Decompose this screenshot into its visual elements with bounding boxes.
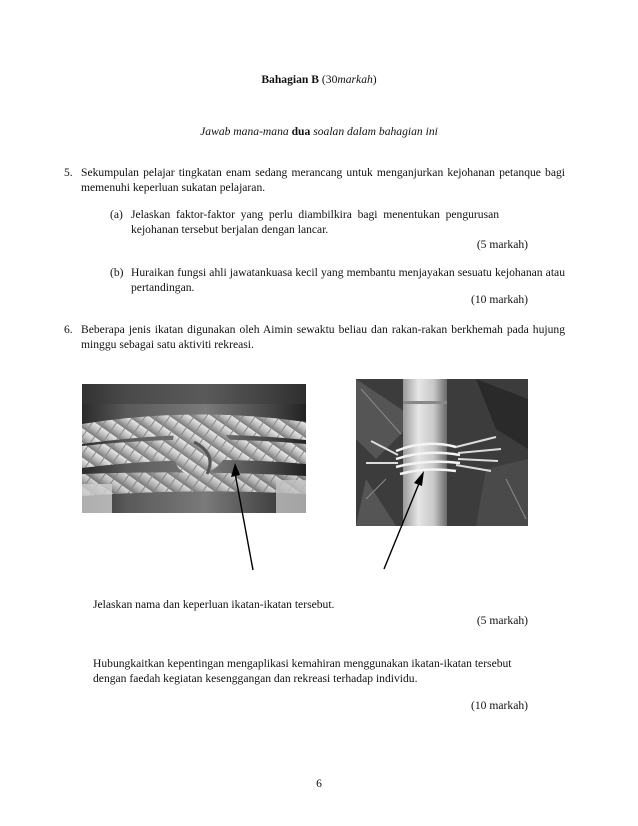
section-marks-open: (30 [321,73,338,86]
page-number: 6 [316,777,322,790]
question-5-text: Sekumpulan pelajar tingkatan enam sedang merancang untuk menganjurkan kejohanan petanque bagi memenuhi keperluan sukatan pelajaran. [81,166,565,194]
question-5b-text: Huraikan fungsi ahli jawatankuasa kecil yang membantu menjayakan sesuatu kejohanan atau pertandingan. [131,266,565,294]
rope-knot-illustration [82,384,306,513]
instruction-bold: dua [291,125,311,138]
instruction-pre: Jawab mana-mana [200,125,289,138]
section-marks-word: markah [337,73,373,86]
question-6-part2-marks: (10 markah) [471,699,528,712]
question-5a-marks: (5 markah) [476,238,528,251]
rope-knot-photo [82,384,306,513]
section-title: Bahagian B [261,73,319,86]
section-marks-close: ) [372,73,377,86]
question-6-part1-text: Jelaskan nama dan keperluan ikatan-ikatan tersebut. [93,598,335,611]
section-heading [0,72,638,87]
question-5a-label: (a) [110,208,123,221]
arrow-to-rope-knot [225,455,265,575]
question-6-text: Beberapa jenis ikatan digunakan oleh Aimin sewaktu beliau dan rakan-rakan berkhemah pada hujung minggu sebagai satu aktiviti rekreasi. [81,323,565,351]
question-6-part2-line2: dengan faedah kegiatan kesenggangan dan rekreasi terhadap individu. [93,672,418,685]
question-5a-line2: kejohanan tersebut berjalan dengan lancar. [131,223,329,236]
question-6-part2-line1: Hubungkaitkan kepentingan mengaplikasi kemahiran menggunakan ikatan-ikatan tersebut [93,657,512,670]
question-5b-marks: (10 markah) [471,293,528,306]
question-5-number: 5. [64,166,73,179]
instruction-post: soalan dalam bahagian ini [313,125,438,138]
arrow-to-bamboo-lashing [380,465,430,575]
question-5a-line1: Jelaskan faktor-faktor yang perlu diambilkira bagi menentukan pengurusan [131,208,500,221]
section-instruction [0,124,638,139]
question-6-number: 6. [64,323,73,336]
question-6-part1-marks: (5 markah) [476,614,528,627]
question-5b-label: (b) [110,266,124,279]
